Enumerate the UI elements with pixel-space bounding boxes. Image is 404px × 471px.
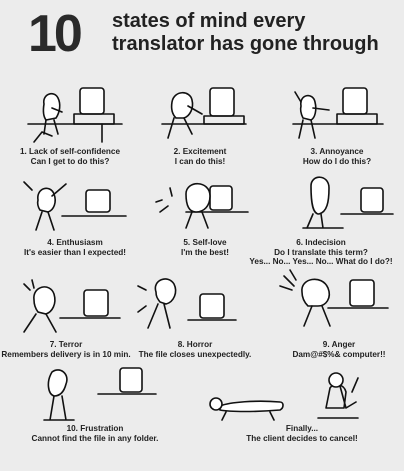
state-7-illustration — [12, 272, 122, 338]
state-9-illustration — [272, 266, 392, 336]
state-5-name: 5. Self-love — [183, 238, 227, 247]
state-6-name: 6. Indecision — [296, 238, 346, 247]
header-number: 10 — [28, 5, 80, 63]
state-3-illustration — [285, 84, 385, 146]
state-6-desc: Do I translate this term? — [274, 247, 368, 257]
state-9-name: 9. Anger — [322, 340, 356, 349]
state-10-illustration — [38, 364, 158, 426]
state-4-caption — [5, 238, 145, 257]
state-2-illustration — [158, 84, 248, 146]
header-title — [112, 10, 379, 56]
state-10-name: 10. Frustration — [66, 424, 124, 433]
state-4-desc: It's easier than I expected! — [23, 247, 127, 257]
header-title-line2: translator has gone through — [112, 33, 379, 55]
state-5-desc: I'm the best! — [181, 247, 229, 257]
state-2-desc: I can do this! — [174, 156, 226, 166]
state-8-caption — [124, 340, 266, 359]
state-8-illustration — [128, 272, 238, 338]
state-6-desc2: Yes... No... Yes... No... What do I do?! — [249, 257, 393, 266]
state-final-caption — [200, 424, 404, 443]
state-6-caption — [238, 238, 404, 267]
state-4-name: 4. Enthusiasm — [47, 238, 103, 247]
state-7-name: 7. Terror — [49, 340, 83, 349]
state-1-illustration — [22, 84, 132, 146]
state-7-caption — [0, 340, 132, 359]
state-4-illustration — [18, 176, 128, 236]
state-1-name: 1. Lack of self-confidence — [19, 147, 121, 156]
state-final-illustration — [200, 358, 380, 424]
state-1-caption — [0, 147, 140, 166]
state-7-desc: Remembers delivery is in 10 min. — [1, 349, 131, 359]
state-10-desc: Cannot find the file in any folder. — [31, 433, 159, 443]
state-final-desc: The client decides to cancel! — [246, 433, 358, 443]
state-3-desc: How do I do this? — [302, 156, 372, 166]
state-1-desc: Can I get to do this? — [30, 156, 110, 166]
header-title-line1: states of mind every — [112, 10, 306, 32]
state-5-illustration — [148, 176, 258, 236]
state-6-illustration — [285, 172, 395, 234]
state-3-caption — [270, 147, 404, 166]
state-9-desc: Dam@#$%& computer!! — [292, 349, 386, 359]
state-10-caption — [0, 424, 190, 443]
state-2-caption — [145, 147, 255, 166]
state-3-name: 3. Annoyance — [310, 147, 364, 156]
state-8-desc: The file closes unexpectedly. — [138, 349, 252, 359]
state-8-name: 8. Horror — [177, 340, 213, 349]
state-2-name: 2. Excitement — [173, 147, 227, 156]
state-final-name: Finally... — [285, 424, 319, 433]
state-9-caption — [276, 340, 402, 359]
